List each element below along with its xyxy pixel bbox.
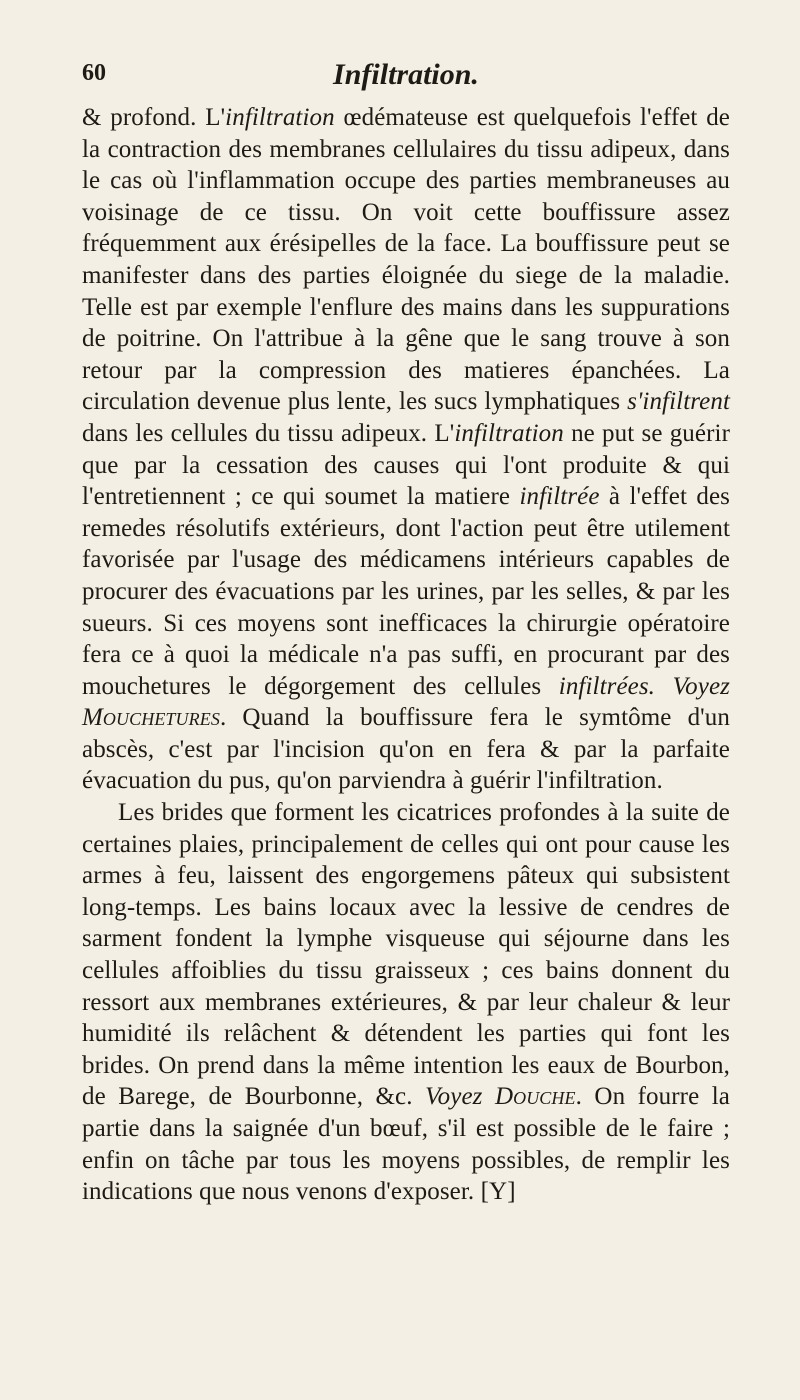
text-run: Les brides que forment les cicatrices profondes à la suite de certaines plaies, principalement de celles qui ont pour cause les armes à feu, laissent des engorgemens pâteux qui subsistent long-temps. Les bains locaux avec la lessive de cendres de sarment fondent la lymphe visqueuse qui séjourne dans les cellules affoiblies du tissu graisseux ; ces bains donnent du ressort aux membranes extérieures, & par leur chaleur & leur humidité ils relâchent & détendent les parties qui font les brides. On prend dans la même intention les eaux de Bourbon, de Barege, de Bourbonne, &c.	[82, 799, 730, 1111]
italic-term: s'infiltrent	[627, 388, 730, 416]
paragraph-2	[82, 797, 730, 1208]
text-run: œdémateuse est quelquefois l'effet de la contraction des membranes cellulaires du tissu adipeux, dans le cas où l'inflammation occupe des parties membraneuses au voisinage de ce tissu. On voit cette bouffissure assez fréquemment aux érésipelles de la face. La bouffissure peut se manifester dans des parties éloignée du siege de la maladie. Telle est par exemple l'enflure des mains dans les suppurations de poitrine. On l'attribue à la gêne que le sang trouve à son retour par la compression des matieres épanchées. La circulation devenue plus lente, les sucs lymphatiques	[82, 104, 730, 416]
cross-reference-term: Mouchetures	[82, 704, 220, 732]
text-run: & profond. L'	[82, 104, 226, 131]
italic-term: infiltrée	[519, 483, 600, 511]
paragraph-1	[82, 102, 730, 797]
text-run: à l'effet des remedes résolutifs extérieurs, dont l'action peut être utilement favorisée par l'usage des médicamens intérieurs capables de procurer des évacuations par les urines, par les selles, & par les sueurs. Si ces moyens sont inefficaces la chirurgie opératoire fera ce à quoi la médicale n'a pas suffi, en procurant par des mouchetures le dégorgement des cellules	[82, 483, 730, 700]
italic-term: infiltration	[225, 104, 335, 131]
text-run: . On fourre la partie dans la saignée d'un bœuf, s'il est possible de le faire ; enfin on tâche par tous les moyens possibles, de remplir les indications que nous venons d'exposer. [Y]	[82, 1083, 730, 1206]
cross-reference-term: Douche	[494, 1083, 576, 1111]
running-head	[82, 58, 730, 102]
text-run: ne put se guérir que par la cessation des causes qui l'ont produite & qui l'entretiennent ; ce qui soumet la matiere	[82, 419, 730, 511]
running-title: Infiltration.	[333, 58, 479, 91]
text-run: . Quand la bouffissure fera le symtôme d'un abscès, c'est par l'incision qu'on en fera & par la parfaite évacuation du pus, qu'on parviendra à guérir l'infiltration.	[82, 704, 730, 795]
page-number: 60	[82, 60, 106, 86]
cross-reference-prefix: infiltrées. Voyez	[558, 672, 730, 700]
text-run: dans les cellules du tissu adipeux. L'	[82, 419, 455, 447]
article-body	[82, 102, 730, 1208]
cross-reference-prefix: Voyez	[425, 1083, 483, 1111]
italic-term: infiltration	[454, 419, 564, 447]
